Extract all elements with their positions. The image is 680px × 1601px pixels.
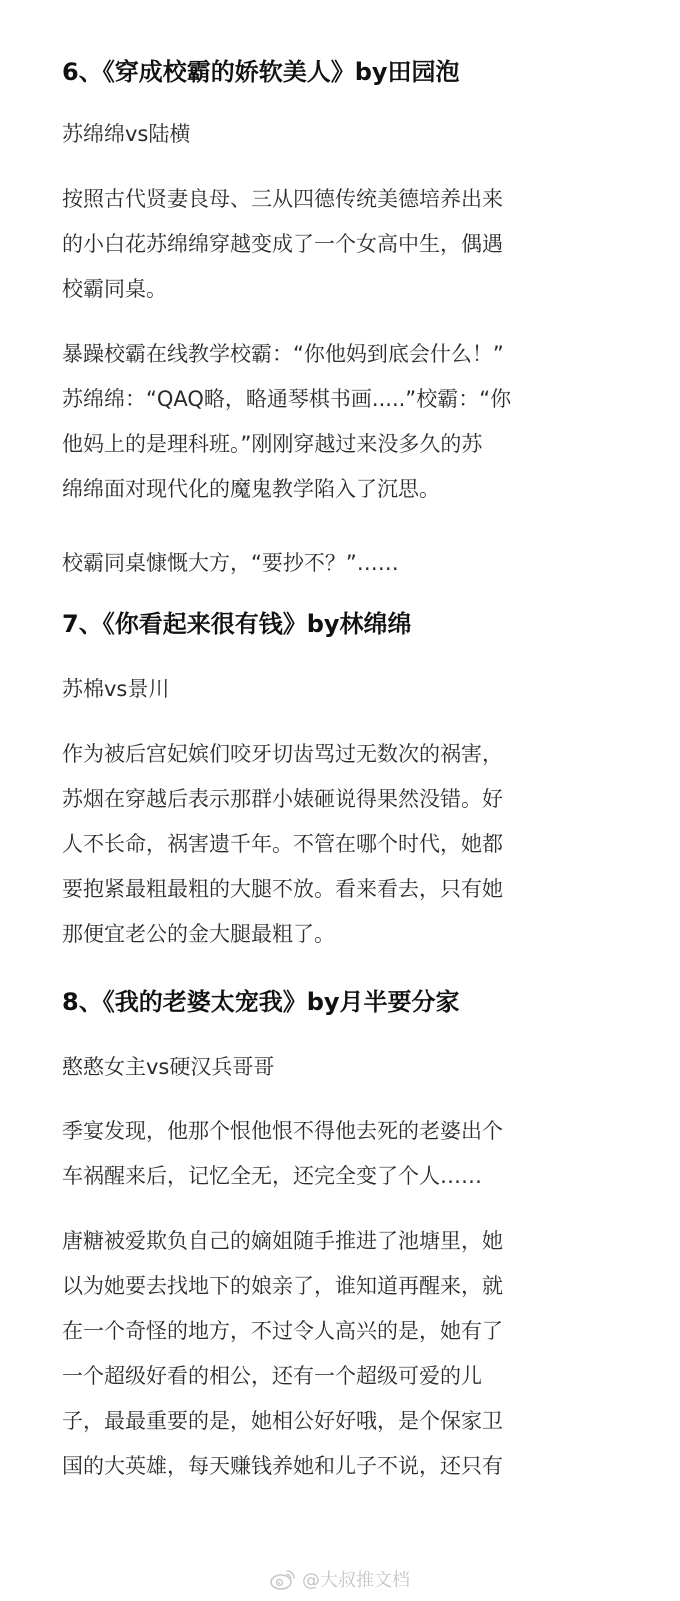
paragraph-line: 季宴发现，他那个恨他恨不得他去死的老婆出个 — [62, 1119, 503, 1143]
weibo-icon — [270, 1568, 296, 1590]
paragraph-line: 苏烟在穿越后表示那群小婊砸说得果然没错。好 — [62, 787, 503, 811]
paragraph-line: 人不长命，祸害遗千年。不管在哪个时代，她都 — [62, 832, 503, 856]
paragraph — [62, 1109, 622, 1199]
paragraph-line: 校霸同桌慷慨大方，“要抄不？”…… — [62, 551, 399, 575]
watermark-text: @大叔推文档 — [302, 1570, 410, 1591]
paragraph — [62, 732, 622, 957]
watermark — [270, 1565, 410, 1593]
couple-7: 苏棉vs景川 — [62, 677, 170, 701]
paragraph-line: 唐糖被爱欺负自己的嫡姐随手推进了池塘里，她 — [62, 1229, 503, 1253]
paragraph-line: 苏绵绵：“QAQ略，略通琴棋书画.....”校霸：“你 — [62, 387, 512, 411]
section-title-8: 8、《我的老婆太宠我》by月半要分家 — [62, 988, 460, 1016]
paragraph-line: 子，最最重要的是，她相公好好哦，是个保家卫 — [62, 1409, 503, 1433]
couple-6: 苏绵绵vs陆横 — [62, 122, 191, 146]
couple-8: 憨憨女主vs硬汉兵哥哥 — [62, 1055, 275, 1079]
paragraph-line: 的小白花苏绵绵穿越变成了一个女高中生，偶遇 — [62, 232, 503, 256]
paragraph-line: 国的大英雄，每天赚钱养她和儿子不说，还只有 — [62, 1454, 503, 1478]
section-title-7: 7、《你看起来很有钱》by林绵绵 — [62, 610, 412, 638]
paragraph-line: 一个超级好看的相公，还有一个超级可爱的儿 — [62, 1364, 482, 1388]
paragraph — [62, 541, 622, 586]
paragraph-line: 绵绵面对现代化的魔鬼教学陷入了沉思。 — [62, 477, 440, 501]
paragraph-line: 作为被后宫妃嫔们咬牙切齿骂过无数次的祸害， — [62, 742, 503, 766]
paragraph — [62, 177, 622, 312]
paragraph — [62, 332, 622, 512]
paragraph-line: 以为她要去找地下的娘亲了，谁知道再醒来，就 — [62, 1274, 503, 1298]
section-title-6: 6、《穿成校霸的娇软美人》by田园泡 — [62, 58, 460, 86]
paragraph-line: 暴躁校霸在线教学校霸：“你他妈到底会什么！” — [62, 342, 504, 366]
paragraph — [62, 1219, 622, 1489]
paragraph-line: 按照古代贤妻良母、三从四德传统美德培养出来 — [62, 187, 503, 211]
paragraph-line: 在一个奇怪的地方，不过令人高兴的是，她有了 — [62, 1319, 503, 1343]
paragraph-line: 那便宜老公的金大腿最粗了。 — [62, 922, 335, 946]
paragraph-line: 要抱紧最粗最粗的大腿不放。看来看去，只有她 — [62, 877, 503, 901]
paragraph-line: 车祸醒来后，记忆全无，还完全变了个人…… — [62, 1164, 482, 1188]
paragraph-line: 他妈上的是理科班。”刚刚穿越过来没多久的苏 — [62, 432, 483, 456]
paragraph-line: 校霸同桌。 — [62, 277, 167, 301]
